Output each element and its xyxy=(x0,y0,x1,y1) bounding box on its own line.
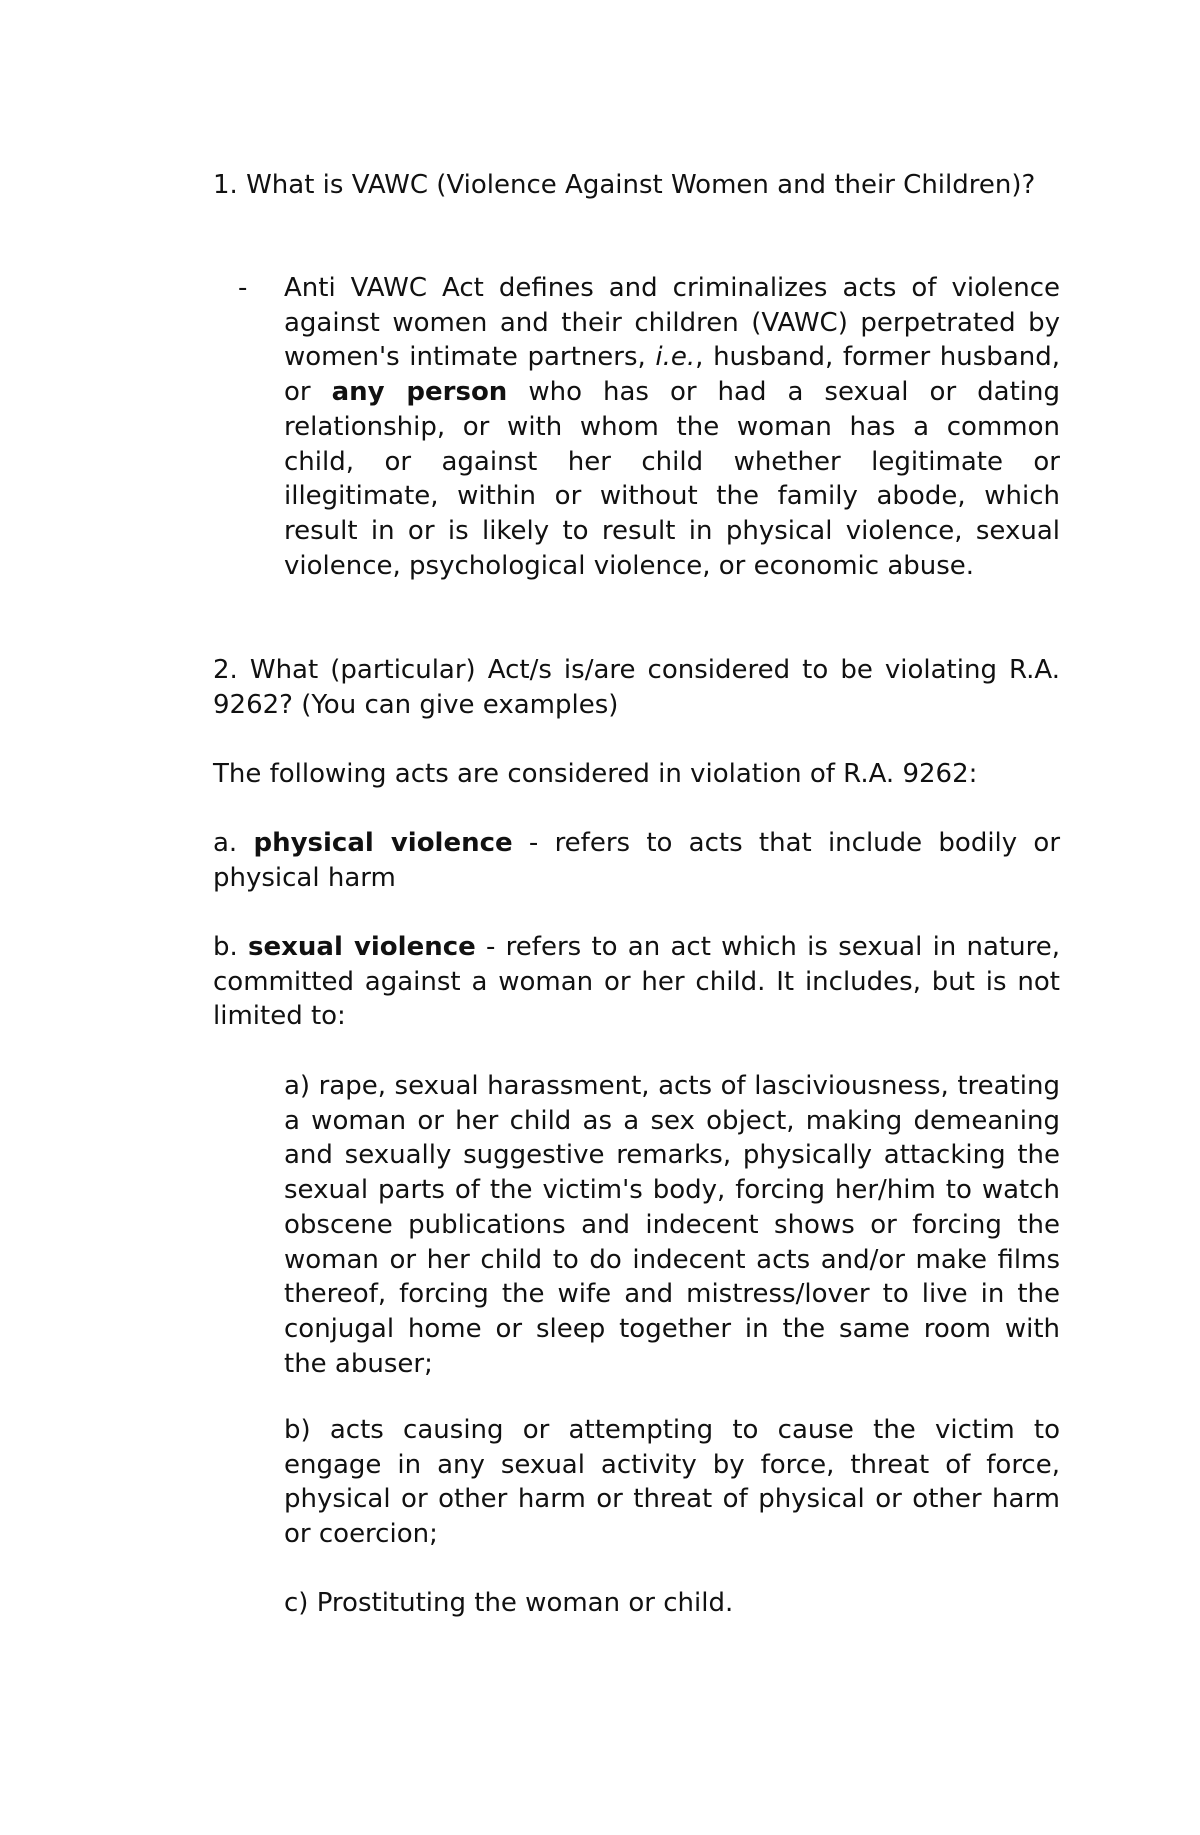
answer-1-bold: any person xyxy=(331,377,508,408)
question-2 xyxy=(213,653,1060,722)
question-1-text: What is VAWC (Violence Against Women and their Children)? xyxy=(246,170,1036,200)
answer-1-part3: who has or had a sexual or dating relationship, or with whom the woman has a common child, or against her child whether legitimate or illegitimate, within or without the family abode, which result in or is likely to result in physical violence, sexual violence, psychological violence, or economic abuse. xyxy=(284,377,1060,581)
sub-item-b: b) acts causing or attempting to cause the victim to engage in any sexual activity by force, threat of force, physical or other harm or threat of physical or other harm or coercion; xyxy=(284,1415,1060,1550)
question-2-number: 2. xyxy=(213,655,238,685)
intro-text: The following acts are considered in violation of R.A. 9262: xyxy=(213,759,978,789)
sub-item-c: c) Prostituting the woman or child. xyxy=(284,1588,734,1618)
item-a-letter: a. xyxy=(213,828,238,858)
question-1 xyxy=(213,168,1060,203)
item-b-letter: b. xyxy=(213,932,238,962)
bullet-dash: - xyxy=(238,273,248,303)
item-a xyxy=(213,826,1060,895)
item-b xyxy=(213,930,1060,1034)
question-1-number: 1. xyxy=(213,170,238,200)
answer-1-part2: , husband, former husband, or xyxy=(284,342,1060,408)
item-b-definition: - refers to an act which is sexual in nature, committed against a woman or her child. It includes, but is not limited to: xyxy=(213,932,1060,1032)
answer-1-part1: Anti VAWC Act defines and criminalizes acts of violence against women and their children (VAWC) perpetrated by women's intimate partners, xyxy=(284,273,1060,373)
question-2-text: What (particular) Act/s is/are considered to be violating R.A. 9262? (You can give examples) xyxy=(213,655,1061,720)
item-a-definition: - refers to acts that include bodily or physical harm xyxy=(213,828,1061,893)
answer-1 xyxy=(284,271,1060,583)
item-a-term: physical violence xyxy=(253,828,513,858)
item-b-term: sexual violence xyxy=(248,932,476,962)
sub-item-a: a) rape, sexual harassment, acts of lasciviousness, treating a woman or her child as a sex object, making demeaning and sexually suggestive remarks, physically attacking the sexual parts of the victim's body, forcing her/him to watch obscene publications and indecent shows or forcing the woman or her child to do indecent acts and/or make films thereof, forcing the wife and mistress/lover to live in the conjugal home or sleep together in the same room with the abuser; xyxy=(284,1071,1060,1379)
answer-1-ie: i.e. xyxy=(655,342,696,373)
